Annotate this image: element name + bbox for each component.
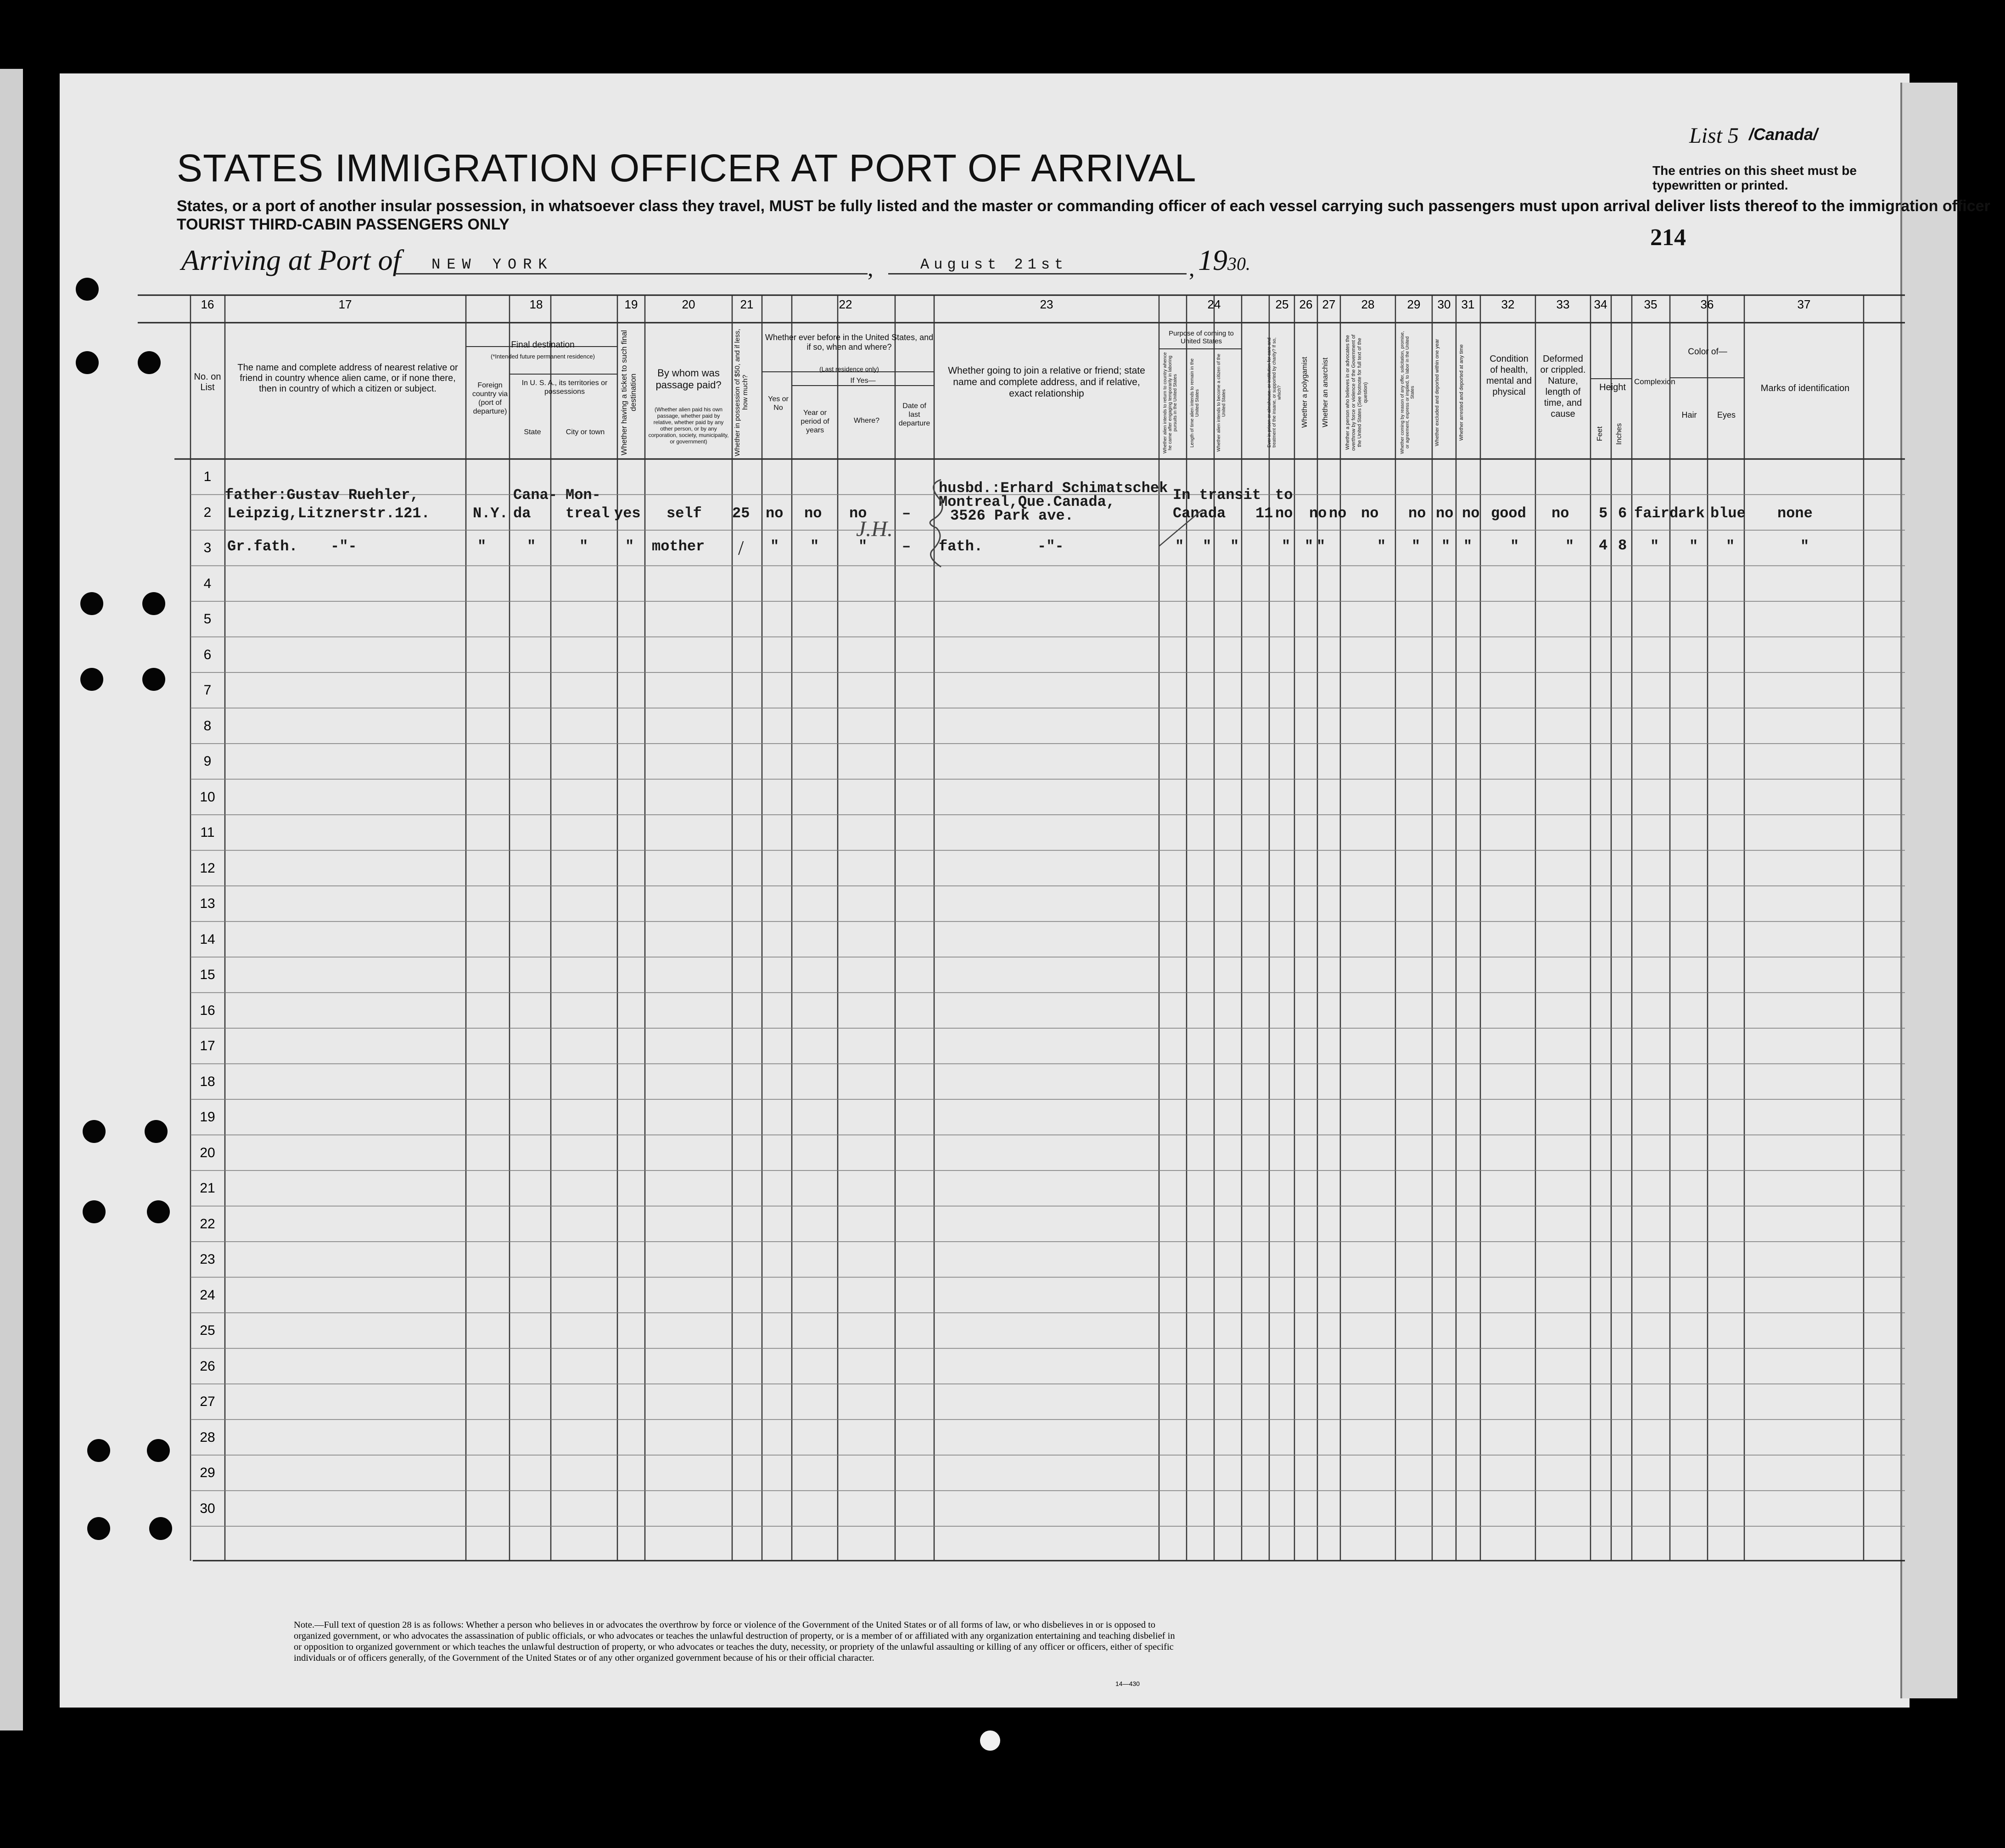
row-number: 29 xyxy=(200,1465,215,1480)
form-number: 14—430 xyxy=(1115,1680,1140,1687)
row-number: 25 xyxy=(200,1323,215,1338)
row2-state: " xyxy=(527,538,536,555)
row-number: 17 xyxy=(200,1038,215,1053)
column-number: 23 xyxy=(1040,297,1053,311)
row1-joining-line3: 3526 Park ave. xyxy=(950,507,1074,524)
column-number: 20 xyxy=(682,297,695,311)
port-field: NEW YORK xyxy=(395,256,868,274)
column-number: 19 xyxy=(624,297,638,311)
header-by-whom-sub: (Whether alien paid his own passage, whether paid by relative, whether paid by any other person, or by any corporation, society, municipality, or government) xyxy=(648,406,729,445)
row1-hair: dark xyxy=(1669,505,1705,522)
row2-joining-ditto: -"- xyxy=(1037,538,1064,555)
row1-before-yes-no: no xyxy=(766,505,784,522)
list-label: List 5 xyxy=(1689,123,1739,148)
row1-purpose-line1: In transit xyxy=(1173,487,1261,504)
header-no-on-list: No. on List xyxy=(194,372,221,392)
ditto-mark: " xyxy=(1316,538,1326,555)
row1-polygamist: no xyxy=(1309,505,1327,522)
column-number: 26 xyxy=(1299,297,1313,311)
header-where: Where? xyxy=(853,417,880,425)
ditto-mark: " xyxy=(1230,538,1239,555)
row-number: 27 xyxy=(200,1394,215,1409)
row2-money: / xyxy=(738,537,744,559)
header-final-destination-sub: (*Intended future permanent residence) xyxy=(491,353,595,360)
row1-q30: no xyxy=(1436,505,1454,522)
row1-deformed: no xyxy=(1551,505,1569,522)
ditto-mark: " xyxy=(1463,538,1473,555)
column-number: 21 xyxy=(740,297,754,311)
row1-money: 25 xyxy=(732,505,750,522)
row-number: 18 xyxy=(200,1074,215,1089)
row2-joining: fath. xyxy=(939,538,983,555)
column-number: 24 xyxy=(1207,297,1221,311)
row1-complexion: fair xyxy=(1634,505,1669,522)
column-number: 30 xyxy=(1437,297,1451,311)
header-q28: Whether a person who believes in or advocates the overthrow by force or violence of the Government of the United States (See footnote for full text of the question) xyxy=(1345,334,1368,451)
ditto-mark: " xyxy=(1800,538,1809,555)
row-number: 6 xyxy=(203,647,212,662)
row2-before-yes-no: " xyxy=(770,538,779,555)
row1-eyes: blue xyxy=(1710,505,1746,522)
row-number: 1 xyxy=(203,469,212,484)
row-number: 7 xyxy=(203,683,212,698)
ditto-mark: " xyxy=(1689,538,1698,555)
column-number: 28 xyxy=(1361,297,1375,311)
row1-before-years: no xyxy=(804,505,822,522)
header-foreign-country: Foreign country via (port of departure) xyxy=(472,381,508,415)
header-purpose-a: Whether alien intends to return to country whence he came after engaging temporarily in laboring pursuits in the United States xyxy=(1163,352,1178,454)
header-inches: Inches xyxy=(1615,423,1623,445)
row1-joining-line1: husbd.:Erhard Schimatschek xyxy=(939,480,1168,497)
header-purpose-b: Length of time alien intends to remain in the United States xyxy=(1190,358,1200,448)
row-number: 11 xyxy=(200,825,215,840)
header-height: Height xyxy=(1599,382,1626,392)
ditto-mark: " xyxy=(1650,538,1659,555)
row-number: 2 xyxy=(203,504,212,520)
ditto-mark: " xyxy=(1510,538,1519,555)
row2-paid-by: mother xyxy=(652,538,705,555)
arriving-label: Arriving at Port of xyxy=(181,244,401,276)
ditto-mark: " xyxy=(1282,538,1291,555)
header-hair: Hair xyxy=(1681,410,1697,420)
row-number: 5 xyxy=(203,611,212,627)
row-number: 22 xyxy=(200,1216,215,1232)
header-feet: Feet xyxy=(1596,426,1604,442)
row1-health: good xyxy=(1491,505,1526,522)
header-yes-no: Yes or No xyxy=(768,395,789,412)
row-number: 13 xyxy=(200,896,215,911)
row-number: 20 xyxy=(200,1145,215,1160)
column-number: 18 xyxy=(529,297,543,311)
header-health: Condition of health, mental and physical xyxy=(1486,354,1532,397)
handwritten-initials: J.H. xyxy=(856,517,893,541)
ditto-mark: " xyxy=(1305,538,1314,555)
sheet-number: 214 xyxy=(1650,224,1686,251)
column-number: 33 xyxy=(1556,297,1570,311)
header-q29: Whether coming by reason of any offer, solicitation, promise, or agreement, express or implied, to labor in the United States xyxy=(1400,331,1415,454)
column-number: 31 xyxy=(1461,297,1475,311)
row1-inches: 6 xyxy=(1618,505,1627,522)
row-number: 30 xyxy=(200,1501,215,1516)
entries-note: The entries on this sheet must be typewritten or printed. xyxy=(1652,163,1857,192)
row1-before-where: no xyxy=(849,505,867,522)
row-number: 14 xyxy=(200,931,215,947)
row2-before-years: " xyxy=(810,538,819,555)
row1-state-line1: Cana- xyxy=(513,487,558,504)
header-final-destination: Final destination xyxy=(511,340,575,350)
row1-before-date: – xyxy=(902,505,911,522)
row1-city-line2: treal xyxy=(566,505,610,522)
header-q30: Whether excluded and deported within one year xyxy=(1434,339,1440,446)
row1-marks: none xyxy=(1777,505,1813,522)
row2-inches: 8 xyxy=(1618,537,1627,554)
row1-state-line2: da xyxy=(513,505,531,522)
row2-city: " xyxy=(579,538,588,555)
ditto-mark: " xyxy=(1203,538,1212,555)
column-number: 16 xyxy=(201,297,214,311)
header-complexion: Complexion xyxy=(1634,377,1675,386)
row2-relative-ditto: -"- xyxy=(330,538,357,555)
row-number: 10 xyxy=(200,789,215,805)
row2-ticket: " xyxy=(625,538,634,555)
row2-foreign-country: " xyxy=(477,538,487,555)
row1-anarchist: no xyxy=(1329,505,1347,522)
header-possession: Whether in possession of $50, and if less, how much? xyxy=(734,329,749,456)
column-number: 27 xyxy=(1322,297,1336,311)
header-before-sub: (Last residence only) xyxy=(819,365,879,373)
ditto-mark: " xyxy=(1411,538,1421,555)
header-state: State xyxy=(524,428,541,436)
header-deformed: Deformed or crippled. Nature, length of time, and cause xyxy=(1540,354,1586,419)
ditto-mark: " xyxy=(1726,538,1735,555)
handwritten-brace xyxy=(923,477,950,569)
row-number: 28 xyxy=(200,1429,215,1445)
column-number: 34 xyxy=(1594,297,1607,311)
header-city: City or town xyxy=(566,428,605,436)
row1-joining-line2: Montreal,Que.Canada, xyxy=(939,493,1115,510)
row2-before-date: – xyxy=(902,538,911,555)
column-number: 17 xyxy=(338,297,352,311)
row-number: 8 xyxy=(203,718,212,734)
header-polygamist: Whether a polygamist xyxy=(1301,357,1309,428)
column-number: 37 xyxy=(1797,297,1811,311)
row-number: 15 xyxy=(200,967,215,982)
header-prison: Ever in prison or almshouse, or institution for care and treatment of the insane, or supported by charity? If so, which? xyxy=(1267,337,1282,448)
header-marks: Marks of identification xyxy=(1760,383,1850,393)
ditto-mark: " xyxy=(1175,538,1184,555)
column-number: 25 xyxy=(1275,297,1289,311)
passenger-class: TOURIST THIRD-CABIN PASSENGERS ONLY xyxy=(177,216,510,233)
row-number: 12 xyxy=(200,860,215,876)
row1-purpose-line2: Canada xyxy=(1173,505,1226,522)
row-number: 16 xyxy=(200,1002,215,1018)
row1-feet: 5 xyxy=(1599,505,1608,522)
row1-paid-by: self xyxy=(666,505,702,522)
ditto-mark: " xyxy=(1565,538,1574,555)
header-purpose-c: Whether alien intends to become a citizen of the United States xyxy=(1216,353,1227,452)
row2-relative: Gr.fath. xyxy=(227,538,298,555)
row-number: 19 xyxy=(200,1109,215,1125)
column-number: 22 xyxy=(839,297,852,311)
row2-before-where: " xyxy=(858,538,868,555)
row1-q29: no xyxy=(1408,505,1426,522)
header-color-of: Color of— xyxy=(1688,347,1727,357)
header-ticket: Whether having a ticket to such final destination xyxy=(620,330,638,455)
header-anarchist: Whether an anarchist xyxy=(1322,357,1329,428)
list-value: /Canada/ xyxy=(1749,125,1818,144)
row-number: 23 xyxy=(200,1252,215,1267)
row1-q31: no xyxy=(1462,505,1480,522)
row-number: 4 xyxy=(203,576,212,591)
header-q31: Whether arrested and deported at any time xyxy=(1459,344,1464,441)
header-date-departure: Date of last departure xyxy=(898,402,930,427)
header-eyes: Eyes xyxy=(1717,410,1736,420)
header-by-whom: By whom was passage paid? xyxy=(655,367,722,391)
row-number: 26 xyxy=(200,1358,215,1374)
row1-relative-line2: Leipzig,Litznerstr.121. xyxy=(227,505,430,522)
form-title: STATES IMMIGRATION OFFICER AT PORT OF ARRIVAL xyxy=(177,146,1197,190)
footnote-question-28: Note.—Full text of question 28 is as follows: Whether a person who believes in or advocates the overthrow by force or violence of the Government of the United States or of all forms of law, or who disbelieves in or is opposed to organized government, or who advocates the assassination of public officials, or who advocates or teaches the unlawful destruction of property, or is a member of or affiliated with any organization entertaining and teaching disbelief in or opposition to organized government or which teaches the unlawful destruction of property, or who advocates or teaches the duty, necessity, or propriety of the unlawful assaulting or killing of any officer or officers, either of specific individuals or of officers generally, of the Government of the United States or of any other organized government because of his or their official character. xyxy=(294,1620,1175,1663)
row1-prison: no xyxy=(1275,505,1293,522)
ditto-mark: " xyxy=(1441,538,1451,555)
row1-ticket: yes xyxy=(614,505,641,522)
form-instructions: States, or a port of another insular possession, in whatsoever class they travel, MUST be fully listed and the master or commanding officer of each vessel carrying such passengers must upon arrival deliver lists thereof to the immigration officer xyxy=(177,197,1990,215)
row1-foreign-country: N.Y. xyxy=(473,505,508,522)
header-nearest-relative: The name and complete address of nearest relative or friend in country whence alien came, or if none there, then in country of which a citizen or subject. xyxy=(237,363,458,394)
ditto-mark: " xyxy=(1377,538,1386,555)
header-before-in-us: Whether ever before in the United States, and if so, when and where? xyxy=(765,333,934,352)
year-field: 1930. xyxy=(1198,244,1250,276)
row1-q28: no xyxy=(1361,505,1379,522)
row1-purpose-c: 11 xyxy=(1255,505,1273,522)
row-number: 3 xyxy=(203,540,212,555)
handwritten-check-mark xyxy=(1157,505,1207,551)
row1-purpose-to: to xyxy=(1275,487,1293,504)
row2-feet: 4 xyxy=(1599,537,1608,554)
row-number: 9 xyxy=(203,754,212,769)
column-number: 35 xyxy=(1644,297,1658,311)
date-field: August 21st xyxy=(888,256,1187,274)
row-number: 21 xyxy=(200,1181,215,1196)
row-number: 24 xyxy=(200,1287,215,1303)
row1-city-line1: Mon- xyxy=(566,487,601,504)
header-if-yes: If Yes— xyxy=(850,377,876,385)
column-number: 29 xyxy=(1407,297,1421,311)
column-number: 36 xyxy=(1700,297,1714,311)
header-purpose: Purpose of coming to United States xyxy=(1169,330,1234,345)
header-in-usa: In U. S. A., its territories or possessions xyxy=(521,379,608,396)
header-year-period: Year or period of years xyxy=(801,409,829,434)
header-joining: Whether going to join a relative or friend; state name and complete address, and if relative, exact relationship xyxy=(948,365,1145,399)
row1-relative-line1: father:Gustav Ruehler, xyxy=(225,487,419,504)
column-number: 32 xyxy=(1501,297,1515,311)
